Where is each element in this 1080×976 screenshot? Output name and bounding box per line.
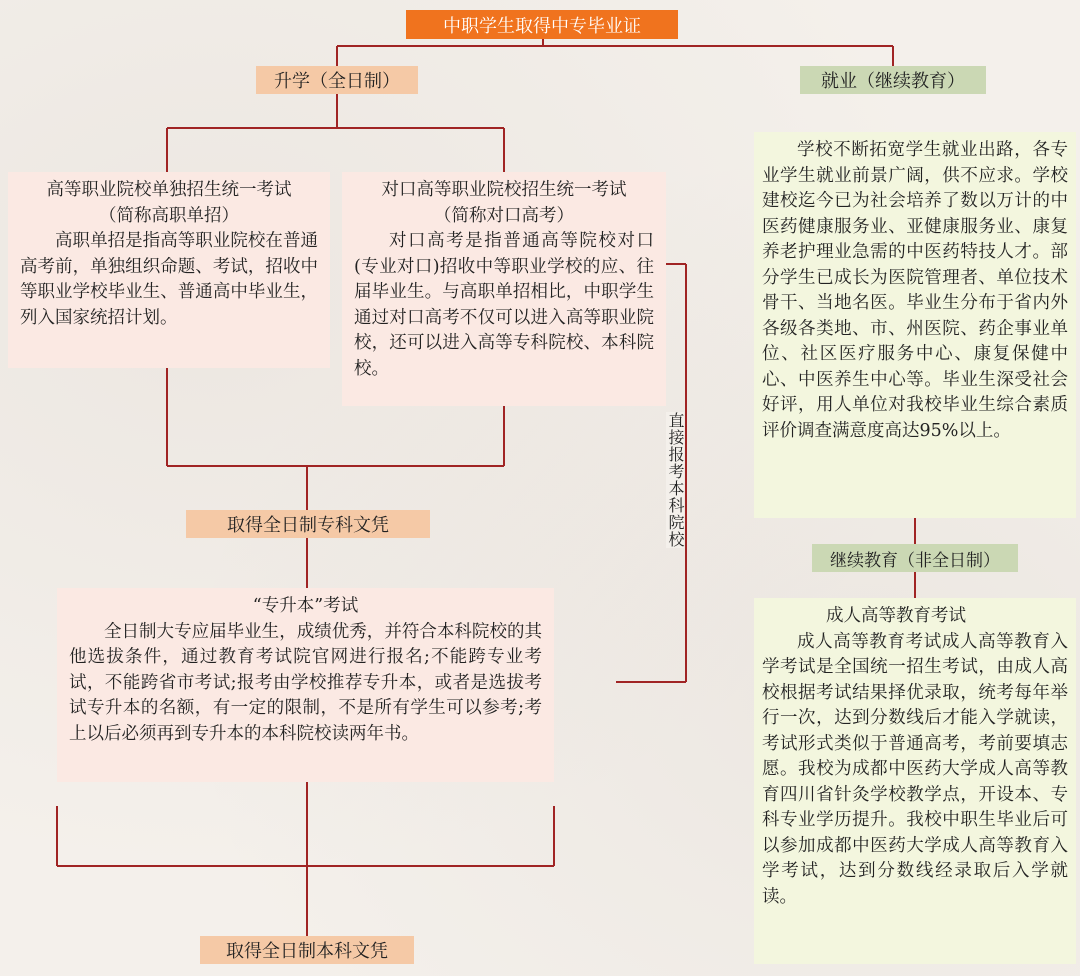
zhuanshengben-title: “专升本”考试 (252, 596, 359, 616)
zhuanshengben-body: 全日制大专应届毕业生，成绩优秀，并符合本科院校的其他选拔条件，通过教育考试院官网进行报名;不能跨专业考试，不能跨省市考试;报考由学校推荐专升本，或者是选拔考试专升本的名额，有一定的限制，不是所有学生可以参考;考上以后必须再到专升本的本科院校读两年书。 (69, 621, 542, 744)
direct-undergrad-label: 直接报考本科院校 (666, 412, 685, 548)
zhuanshengben-box (57, 588, 554, 782)
gaozhi-title: 高等职业院校单独招生统一考试 (46, 180, 292, 200)
gaozhi-subtitle: （简称高职单招） (99, 205, 239, 226)
gaozhi-body: 高职单招是指高等职业院校在普通高考前，单独组织命题、考试，招收中等职业学校毕业生、普通高中毕业生，列入国家统招计划。 (20, 231, 318, 328)
benke-diploma-label: 取得全日制本科文凭 (200, 936, 414, 964)
zhuanke-diploma-label: 取得全日制专科文凭 (186, 510, 430, 538)
branch-further-study: 升学（全日制） (256, 66, 418, 94)
duikou-title: 对口高等职业院校招生统一考试 (381, 180, 627, 200)
branch-employment: 就业（继续教育） (800, 66, 986, 94)
adult-education-title: 成人高等教育考试 (826, 606, 966, 626)
employment-box (754, 132, 1076, 518)
adult-education-box (754, 598, 1076, 964)
adult-education-body: 成人高等教育考试成人高等教育入学考试是全国统一招生考试，由成人高校根据考试结果择优录取，统考每年举行一次，达到分数线后才能入学就读，考试形式类似于普通高考，考前要填志愿。我校为成都中医药大学成人高等教育四川省针灸学校教学点，开设本、专科专业学历提升。我校中职生毕业后可以参加成都中医药大学成人高等教育入学考试，达到分数线经录取后入学就读。 (762, 631, 1068, 907)
gaozhi-exam-box (8, 172, 330, 368)
duikou-subtitle: （简称对口高考） (434, 205, 574, 226)
duikou-exam-box (342, 172, 666, 406)
continuing-education-label: 继续教育（非全日制） (812, 544, 1018, 572)
top-title: 中职学生取得中专毕业证 (406, 10, 678, 39)
duikou-body: 对口高考是指普通高等院校对口(专业对口)招收中等职业学校的应、往届毕业生。与高职单招相比，中职学生通过对口高考不仅可以进入高等职业院校，还可以进入高等专科院校、本科院校。 (354, 231, 654, 379)
employment-body: 学校不断拓宽学生就业出路，各专业学生就业前景广阔，供不应求。学校建校迄今已为社会培养了数以万计的中医药健康服务业、亚健康服务业、康复养老护理业急需的中医药特技人才。部分学生已成长为医院管理者、单位技术骨干、当地名医。毕业生分布于省内外各级各类地、市、州医院、药企事业单位、社区医疗服务中心、康复保健中心、中医养生中心等。毕业生深受社会好评，用人单位对我校毕业生综合素质评价调查满意度高达95%以上。 (762, 140, 1068, 441)
